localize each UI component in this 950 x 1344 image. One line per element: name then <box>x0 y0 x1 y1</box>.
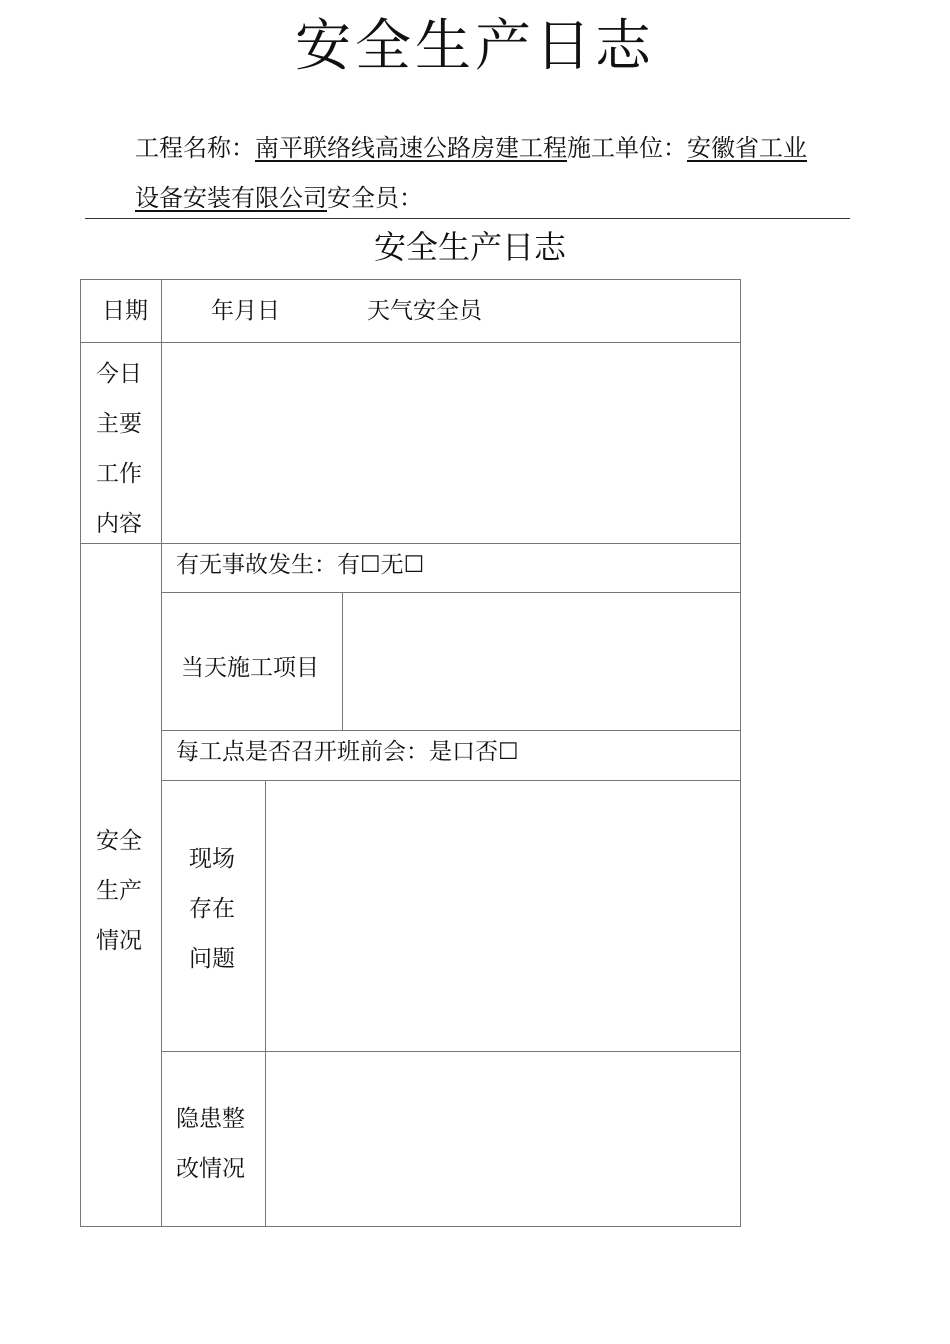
safety-status-label-line: 安全 <box>96 828 142 854</box>
contractor-name-part2: 设备安装有限公司 <box>135 184 327 212</box>
rectification-input[interactable] <box>266 1052 740 1226</box>
project-label: 工程名称： <box>135 134 255 162</box>
contractor-info-line <box>135 178 423 213</box>
safety-status-label <box>96 816 142 966</box>
contractor-name-part1: 安徽省工业 <box>687 134 807 162</box>
site-issues-label <box>189 834 235 984</box>
safety-status-label-line: 生产 <box>96 878 142 904</box>
weather-safety-officer-label: 天气安全员 <box>367 298 482 324</box>
rectification-label-line: 隐患整 <box>176 1106 245 1132</box>
row-divider <box>80 543 741 544</box>
pre-shift-meeting-question[interactable]: 每工点是否召开班前会：是口否☐ <box>176 739 519 765</box>
project-name: 南平联络线高速公路房建工程 <box>255 134 567 162</box>
work-content-label-line: 工作 <box>96 461 142 487</box>
site-issues-label-line: 存在 <box>189 896 235 922</box>
rectification-label-line: 改情况 <box>176 1156 245 1182</box>
date-value: 年月日 <box>211 298 280 324</box>
page-title: 安全生产日志 <box>295 14 655 79</box>
work-content-label <box>96 349 142 549</box>
project-info-line <box>135 128 807 163</box>
safety-officer-label: 安全员： <box>327 184 423 212</box>
site-issues-label-line: 问题 <box>189 946 235 972</box>
row-divider <box>161 730 741 731</box>
contractor-label: 施工单位： <box>567 134 687 162</box>
site-issues-label-line: 现场 <box>189 846 235 872</box>
rectification-label <box>176 1094 245 1194</box>
accident-question[interactable]: 有无事故发生：有☐无☐ <box>176 552 425 578</box>
work-content-label-line: 今日 <box>96 361 142 387</box>
header-divider <box>85 218 850 219</box>
construction-items-label: 当天施工项目 <box>181 655 319 681</box>
site-issues-input[interactable] <box>266 781 740 1050</box>
safety-status-label-line: 情况 <box>96 928 142 954</box>
table-title: 安全生产日志 <box>373 228 566 266</box>
work-content-input[interactable] <box>162 343 740 542</box>
work-content-label-line: 内容 <box>96 511 142 537</box>
construction-items-input[interactable] <box>343 593 740 729</box>
work-content-label-line: 主要 <box>96 411 142 437</box>
date-label: 日期 <box>102 298 148 324</box>
